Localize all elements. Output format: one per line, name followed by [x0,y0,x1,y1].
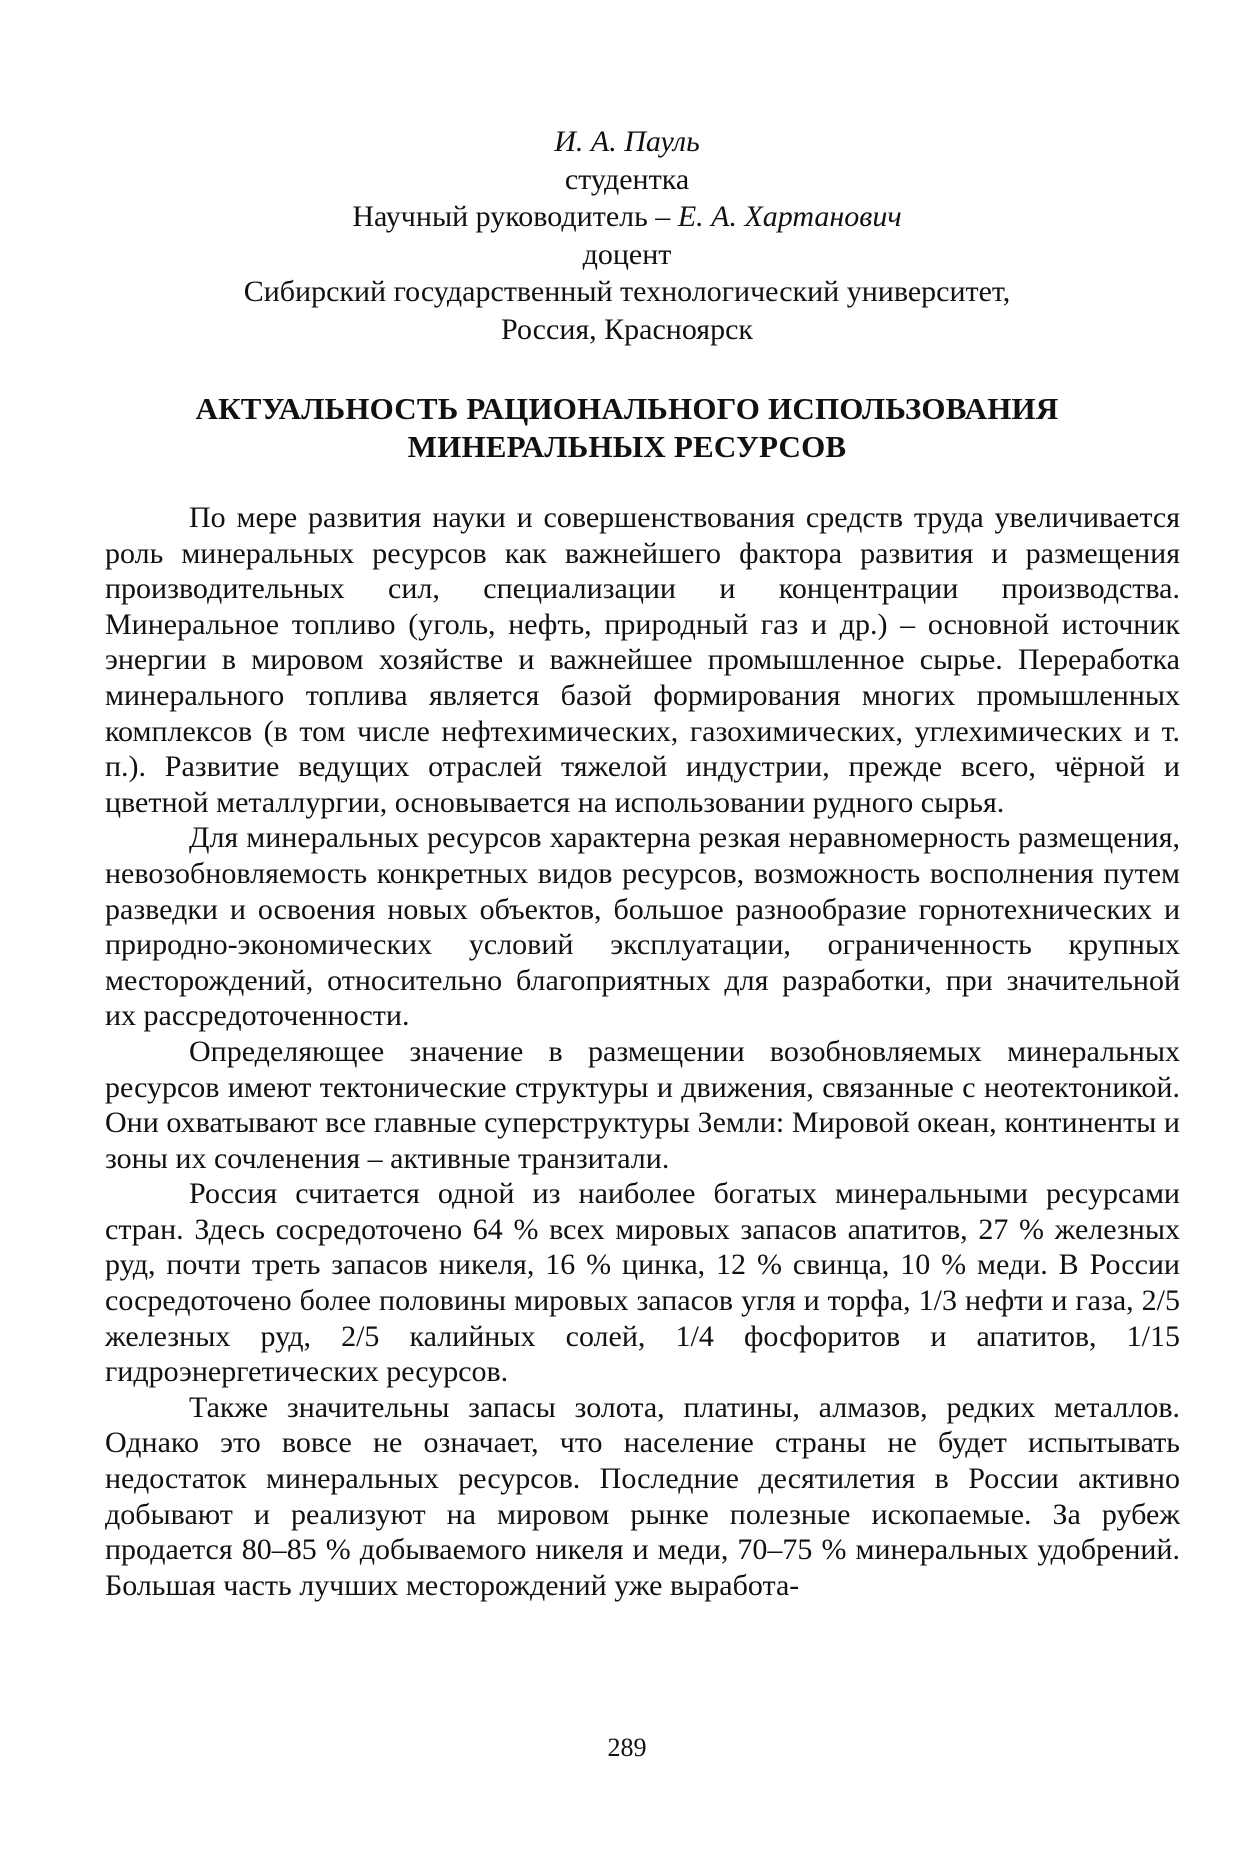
article-title [0,390,1254,466]
paragraph: Россия считается одной из наиболее богатых минеральными ресурсами стран. Здесь сосредоточено 64 % всех мировых запасов апатитов, 27 % железных руд, почти треть запасов никеля, 16 % цинка, 12 % свинца, 10 % меди. В России сосредоточено более половины мировых запасов угля и торфа, 1/3 нефти и газа, 2/5 железных руд, 2/5 калийных солей, 1/4 фосфоритов и апатитов, 1/15 гидроэнергетических ресурсов. [105,1177,1180,1389]
supervisor-role: доцент [582,237,672,271]
author-block [0,123,1254,348]
author-name: И. А. Пауль [554,125,700,158]
supervisor-name: Е. А. Хартанович [677,200,902,233]
title-line-1: АКТУАЛЬНОСТЬ РАЦИОНАЛЬНОГО ИСПОЛЬЗОВАНИЯ [195,391,1059,426]
supervisor-prefix: Научный руководитель – [352,200,678,233]
page-number: 289 [607,1733,647,1762]
article-body [105,500,1180,1603]
paragraph: Также значительны запасы золота, платины, алмазов, редких металлов. Однако это вовсе не означает, что население страны не будет испытывать недостаток минеральных ресурсов. Последние десятилетия в России активно добывают и реализуют на мировом рынке полезные ископаемые. За рубеж продается 80–85 % добываемого никеля и меди, 70–75 % минеральных удобрений. Большая часть лучших месторождений уже выработа- [105,1390,1180,1602]
paragraph: Для минеральных ресурсов характерна резкая неравномерность размещения, невозобновляемость конкретных видов ресурсов, возможность восполнения путем разведки и освоения новых объектов, большое разнообразие горнотехнических и природно-экономических условий эксплуатации, ограниченность крупных месторождений, относительно благоприятных для разработки, при значительной их рассредоточенности. [105,821,1180,1033]
title-line-2: МИНЕРАЛЬНЫХ РЕСУРСОВ [407,429,847,464]
paragraph: По мере развития науки и совершенствования средств труда увеличивается роль минеральных ресурсов как важнейшего фактора развития и размещения производительных сил, специализации и концентрации производства. Минеральное топливо (уголь, нефть, природный газ и др.) – основной источник энергии в мировом хозяйстве и важнейшее промышленное сырье. Переработка минерального топлива является базой формирования многих промышленных комплексов (в том числе нефтехимических, газохимических, углехимических и т. п.). Развитие ведущих отраслей тяжелой индустрии, прежде всего, чёрной и цветной металлургии, основывается на использовании рудного сырья. [105,501,1180,819]
supervisor-line [0,198,1254,236]
author-role: студентка [564,162,690,196]
university-name: Сибирский государственный технологический университет, [243,275,1011,308]
location: Россия, Красноярск [501,312,753,346]
paragraph: Определяющее значение в размещении возобновляемых минеральных ресурсов имеют тектонические структуры и движения, связанные с неотектоникой. Они охватывают все главные суперструктуры Земли: Мировой океан, континенты и зоны их сочленения – активные транзитали. [105,1034,1180,1175]
